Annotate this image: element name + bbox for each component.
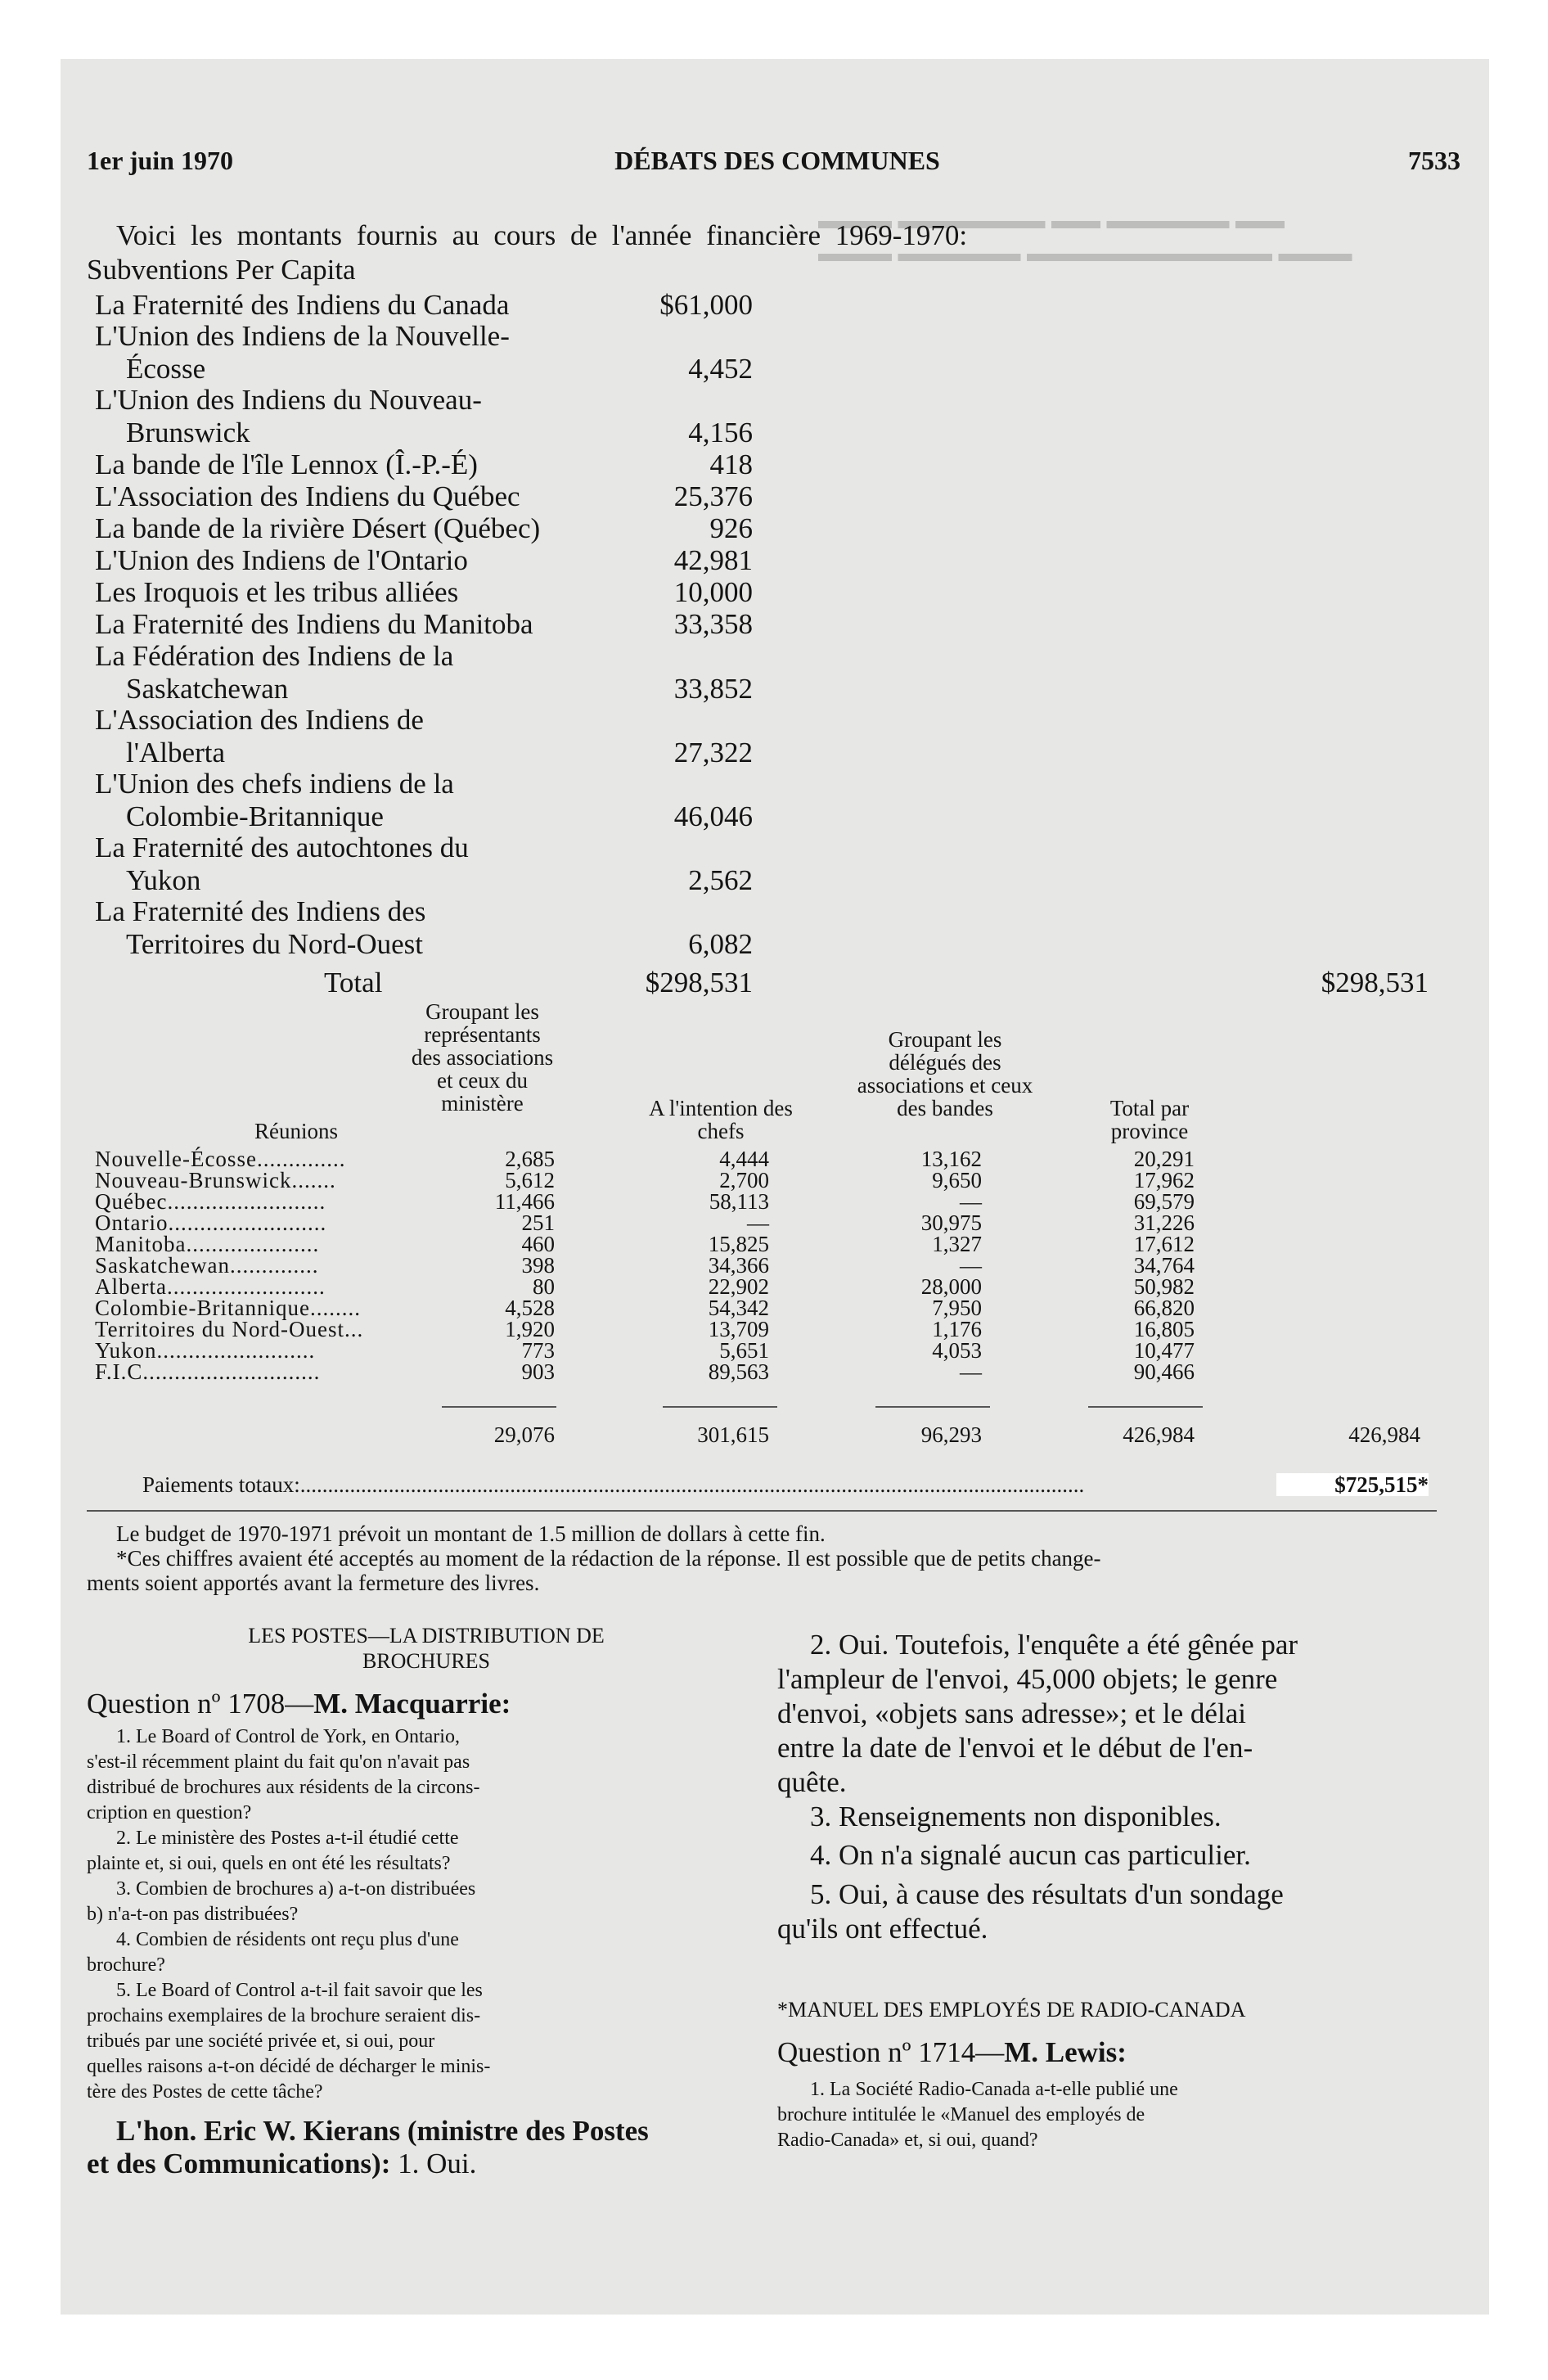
subvention-label: La Fraternité des Indiens du Manitoba — [95, 608, 533, 640]
table-cell: — — [960, 1189, 982, 1214]
table-total: 301,615 — [697, 1422, 769, 1447]
question-heading: Question nº 1708—M. Macquarrie: — [87, 1688, 511, 1720]
subvention-value: 25,376 — [673, 480, 753, 512]
table-cell: 7,950 — [932, 1296, 982, 1320]
question-line: brochure? — [87, 1954, 165, 1976]
table-cell: 80 — [533, 1274, 555, 1299]
totals-rule — [1088, 1406, 1203, 1408]
subvention-value: 46,046 — [673, 800, 753, 832]
table-cell: 50,982 — [1133, 1274, 1195, 1299]
table-cell: 13,162 — [920, 1147, 982, 1171]
table-cell: 34,366 — [708, 1253, 769, 1278]
header-page-number: 7533 — [1408, 146, 1460, 175]
section-title: *MANUEL DES EMPLOYÉS DE RADIO-CANADA — [777, 1998, 1246, 2022]
subvention-value: 6,082 — [688, 928, 753, 960]
subvention-label: Colombie-Britannique — [126, 800, 384, 832]
table-cell: 90,466 — [1133, 1359, 1195, 1384]
reunions-col-header: Groupant les représentants des associations et ceux du ministère — [411, 999, 554, 1116]
table-cell: 17,962 — [1133, 1168, 1195, 1192]
table-cell: 54,342 — [708, 1296, 769, 1320]
asterisk-note: ments soient apportés avant la fermeture des livres. — [87, 1571, 540, 1595]
notes-rule — [87, 1510, 1437, 1512]
subvention-value: 2,562 — [688, 864, 753, 896]
subvention-label: Yukon — [126, 864, 201, 896]
section-title: BROCHURES — [362, 1649, 491, 1673]
question-heading: Question nº 1714—M. Lewis: — [777, 2036, 1127, 2068]
section-title: LES POSTES—LA DISTRIBUTION DE — [248, 1624, 605, 1648]
subvention-label: La Fédération des Indiens de la — [95, 640, 454, 672]
subvention-value: 10,000 — [673, 576, 753, 608]
reunions-col-header: A l'intention des chefs — [649, 1096, 793, 1143]
header-date: 1er juin 1970 — [87, 146, 233, 175]
totals-rule — [663, 1406, 777, 1408]
subventions-total-value: $298,531 — [645, 967, 753, 998]
table-row-province: Québec......................... — [95, 1189, 326, 1214]
question-line: tribués par une société privée et, si oui, pour — [87, 2031, 435, 2052]
table-cell: 10,477 — [1133, 1338, 1195, 1363]
table-total: 96,293 — [920, 1422, 982, 1447]
question-line: 2. Le ministère des Postes a-t-il étudié cette — [116, 1828, 459, 1849]
table-row-province: Saskatchewan.............. — [95, 1253, 319, 1278]
question-line: tère des Postes de cette tâche? — [87, 2081, 323, 2103]
intro-text: Voici les montants fournis au cours de l'année financière 1969-1970: — [116, 219, 968, 251]
reunions-col-header: Réunions — [254, 1119, 338, 1143]
subvention-value: 926 — [709, 512, 753, 544]
question-line: 3. Combien de brochures a) a-t-on distribuées — [116, 1878, 476, 1900]
table-cell: 460 — [521, 1232, 555, 1256]
subvention-label: L'Association des Indiens de — [95, 704, 424, 736]
subvention-value: 418 — [709, 449, 753, 480]
paiements-totaux-label: Paiements totaux:.............................................................................................................................................. — [142, 1473, 1085, 1496]
table-total: 29,076 — [493, 1422, 555, 1447]
subvention-label: La bande de l'île Lennox (Î.-P.-É) — [95, 449, 478, 480]
table-row-province: Ontario......................... — [95, 1210, 327, 1235]
subvention-label: L'Union des Indiens de l'Ontario — [95, 544, 468, 576]
table-cell: 903 — [521, 1359, 555, 1384]
table-row-province: Colombie-Britannique........ — [95, 1296, 361, 1320]
subventions-heading: Subventions Per Capita — [87, 254, 356, 286]
subvention-label: L'Union des Indiens du Nouveau- — [95, 384, 482, 416]
question-line: cription en question? — [87, 1802, 252, 1823]
table-cell: 15,825 — [708, 1232, 769, 1256]
table-cell: 34,764 — [1133, 1253, 1195, 1278]
table-cell: 2,685 — [505, 1147, 555, 1171]
subvention-value: 4,156 — [688, 417, 753, 449]
table-total: 426,984 — [1348, 1422, 1420, 1447]
question-line: prochains exemplaires de la brochure seraient dis- — [87, 2005, 481, 2026]
answer-speaker: L'hon. Eric W. Kierans (ministre des Postes — [116, 2115, 649, 2147]
subvention-label: La Fraternité des autochtones du — [95, 832, 469, 863]
answer-line: l'ampleur de l'envoi, 45,000 objets; le genre — [777, 1663, 1278, 1695]
table-cell: 9,650 — [932, 1168, 982, 1192]
table-cell: 1,176 — [932, 1317, 982, 1341]
subvention-label: Écosse — [126, 353, 206, 385]
answer-text: et des Communications): 1. Oui. — [87, 2148, 477, 2179]
answer-line: 4. On n'a signalé aucun cas particulier. — [810, 1839, 1251, 1871]
subvention-label: Brunswick — [126, 417, 250, 449]
table-row-province: Nouveau-Brunswick....... — [95, 1168, 336, 1192]
answer-line: quête. — [777, 1766, 847, 1798]
table-cell: 20,291 — [1133, 1147, 1195, 1171]
bleed-through-text: ▬▬▬ ▬▬▬▬▬▬ ▬▬ ▬▬▬▬▬ ▬▬ ▬▬▬ ▬▬▬▬▬ ▬▬▬▬▬▬▬▬▬▬ ▬▬▬ — [818, 207, 1352, 267]
subvention-label: Les Iroquois et les tribus alliées — [95, 576, 459, 608]
table-cell: 5,651 — [719, 1338, 769, 1363]
table-cell: 11,466 — [494, 1189, 555, 1214]
answer-line: d'envoi, «objets sans adresse»; et le délai — [777, 1697, 1246, 1729]
table-cell: 2,700 — [719, 1168, 769, 1192]
table-cell: 773 — [521, 1338, 555, 1363]
subvention-value: 33,358 — [673, 608, 753, 640]
question-line: brochure intitulée le «Manuel des employés de — [777, 2104, 1145, 2125]
table-cell: 13,709 — [708, 1317, 769, 1341]
table-cell: 5,612 — [505, 1168, 555, 1192]
budget-note: Le budget de 1970-1971 prévoit un montant de 1.5 million de dollars à cette fin. — [116, 1521, 826, 1546]
paiements-totaux-value: $725,515* — [1276, 1473, 1429, 1496]
question-line: b) n'a-t-on pas distribuées? — [87, 1904, 299, 1925]
totals-rule — [442, 1406, 556, 1408]
table-cell: 251 — [521, 1210, 555, 1235]
answer-line: 2. Oui. Toutefois, l'enquête a été gênée par — [810, 1629, 1298, 1661]
subvention-label: l'Alberta — [126, 737, 225, 769]
question-line: quelles raisons a-t-on décidé de décharger le minis- — [87, 2056, 491, 2077]
question-line: Radio-Canada» et, si oui, quand? — [777, 2130, 1038, 2151]
question-line: 1. Le Board of Control de York, en Ontario, — [116, 1726, 460, 1747]
table-cell: 17,612 — [1133, 1232, 1195, 1256]
table-cell: — — [960, 1359, 982, 1384]
question-line: plainte et, si oui, quels en ont été les résultats? — [87, 1853, 451, 1874]
question-line: 4. Combien de résidents ont reçu plus d'une — [116, 1929, 459, 1950]
table-cell: 4,053 — [932, 1338, 982, 1363]
table-cell: 22,902 — [708, 1274, 769, 1299]
table-cell: 4,444 — [719, 1147, 769, 1171]
subvention-value: 4,452 — [688, 353, 753, 385]
asterisk-note: *Ces chiffres avaient été acceptés au moment de la rédaction de la réponse. Il est possible que de petits change- — [116, 1546, 1101, 1571]
subvention-label: Territoires du Nord-Ouest — [126, 928, 424, 960]
question-line: 1. La Société Radio-Canada a-t-elle publié une — [810, 2079, 1178, 2100]
question-line: distribué de brochures aux résidents de la circons- — [87, 1777, 480, 1798]
table-row-province: Manitoba..................... — [95, 1232, 320, 1256]
answer-line: qu'ils ont effectué. — [777, 1913, 988, 1945]
table-cell: 66,820 — [1133, 1296, 1195, 1320]
reunions-col-header: Total par province — [1109, 1096, 1190, 1143]
table-cell: 69,579 — [1133, 1189, 1195, 1214]
answer-line: 5. Oui, à cause des résultats d'un sondage — [810, 1878, 1284, 1910]
table-cell: 4,528 — [505, 1296, 555, 1320]
answer-line: entre la date de l'envoi et le début de l'en- — [777, 1732, 1253, 1764]
table-cell: — — [960, 1253, 982, 1278]
subvention-value: $61,000 — [659, 289, 753, 321]
question-line: s'est-il récemment plaint du fait qu'on n'avait pas — [87, 1751, 470, 1773]
table-cell: 1,920 — [505, 1317, 555, 1341]
table-cell: 16,805 — [1133, 1317, 1195, 1341]
table-cell: 30,975 — [920, 1210, 982, 1235]
subvention-label: L'Union des Indiens de la Nouvelle- — [95, 320, 510, 352]
table-row-province: Alberta......................... — [95, 1274, 326, 1299]
table-cell: 1,327 — [932, 1232, 982, 1256]
table-cell: 31,226 — [1133, 1210, 1195, 1235]
subvention-value: 27,322 — [673, 737, 753, 769]
table-cell: 89,563 — [708, 1359, 769, 1384]
subvention-label: La Fraternité des Indiens des — [95, 895, 426, 927]
table-row-province: Nouvelle-Écosse.............. — [95, 1147, 346, 1171]
header-title: DÉBATS DES COMMUNES — [614, 146, 940, 175]
reunions-col-header: Groupant les délégués des associations et ceux des bandes — [857, 1027, 1033, 1120]
table-cell: 28,000 — [920, 1274, 982, 1299]
subvention-label: Saskatchewan — [126, 673, 289, 705]
subvention-label: La Fraternité des Indiens du Canada — [95, 289, 510, 321]
table-cell: — — [747, 1210, 769, 1235]
table-row-province: Territoires du Nord-Ouest... — [95, 1317, 364, 1341]
question-line: 5. Le Board of Control a-t-il fait savoir que les — [116, 1980, 483, 2001]
table-row-province: Yukon......................... — [95, 1338, 316, 1363]
subventions-total-right: $298,531 — [1321, 967, 1429, 998]
subvention-value: 33,852 — [673, 673, 753, 705]
table-cell: 58,113 — [709, 1189, 769, 1214]
totals-rule — [875, 1406, 990, 1408]
table-total: 426,984 — [1123, 1422, 1195, 1447]
subvention-label: L'Union des chefs indiens de la — [95, 768, 454, 800]
subvention-label: La bande de la rivière Désert (Québec) — [95, 512, 541, 544]
table-row-province: F.I.C............................ — [95, 1359, 321, 1384]
subvention-value: 42,981 — [673, 544, 753, 576]
answer-line: 3. Renseignements non disponibles. — [810, 1801, 1222, 1832]
subvention-label: L'Association des Indiens du Québec — [95, 480, 520, 512]
table-cell: 398 — [521, 1253, 555, 1278]
subventions-total-label: Total — [324, 967, 383, 998]
